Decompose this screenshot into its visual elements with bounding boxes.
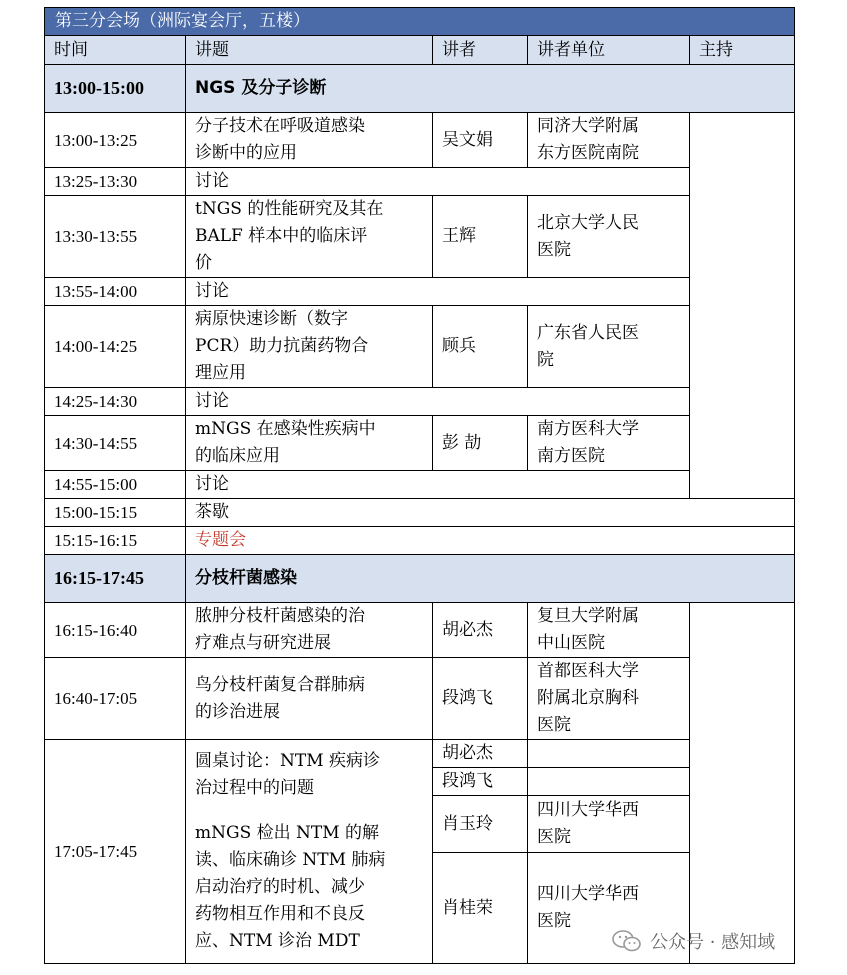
time-cell: 17:05-17:45 [45, 740, 186, 964]
affiliation-line: 院 [537, 349, 554, 370]
speaker-cell: 肖桂荣 [433, 853, 528, 964]
affiliation-cell [528, 768, 690, 796]
speaker-cell: 王辉 [433, 196, 528, 278]
affiliation-line: 医院 [537, 911, 571, 931]
topic-line: 治过程中的问题 [195, 778, 314, 798]
topic-cell: 讨论 [186, 168, 690, 196]
header-affiliation: 讲者单位 [528, 36, 690, 65]
header-row [45, 36, 795, 65]
topic-line: 的临床应用 [195, 446, 280, 466]
section-time: 13:00-15:00 [45, 65, 186, 113]
affiliation-line: 北京大学人民 [537, 212, 639, 233]
topic-line: 启动治疗的时机、减少 [195, 877, 365, 897]
topic-line: 分子技术在呼吸道感染 [195, 116, 365, 136]
topic-line: 鸟分枝杆菌复合群肺病 [195, 674, 365, 695]
time-cell: 14:30-14:55 [45, 416, 186, 471]
header-time: 时间 [45, 36, 186, 65]
time-cell: 16:15-16:40 [45, 603, 186, 658]
table-row [45, 658, 795, 740]
affiliation-cell [528, 416, 690, 471]
topic-line: 应、NTM 诊治 MDT [195, 931, 360, 951]
speaker-cell: 胡必杰 [433, 603, 528, 658]
topic-cell: 讨论 [186, 471, 690, 499]
affiliation-line: 四川大学华西 [537, 800, 639, 820]
affiliation-cell [528, 796, 690, 853]
topic-line: 圆桌讨论：NTM 疾病诊 [195, 751, 381, 771]
table-row [45, 416, 795, 471]
topic-line: 价 [195, 253, 212, 273]
table-row [45, 388, 795, 416]
section-row-ntm [45, 555, 795, 603]
topic-line: BALF 样本中的临床评 [195, 226, 368, 246]
header-host: 主持 [690, 36, 795, 65]
topic-line: 脓肿分枝杆菌感染的治 [195, 606, 365, 626]
affiliation-line: 首都医科大学 [537, 661, 639, 681]
table-row [45, 306, 795, 388]
topic-cell [186, 603, 433, 658]
affiliation-cell [528, 658, 690, 740]
topic-cell: 讨论 [186, 388, 690, 416]
wechat-icon [612, 930, 642, 952]
affiliation-line: 复旦大学附属 [537, 606, 639, 626]
affiliation-cell [528, 603, 690, 658]
section-time: 16:15-17:45 [45, 555, 186, 603]
affiliation-line: 附属北京胸科 [537, 688, 639, 708]
topic-line: PCR）助力抗菌药物合 [195, 336, 369, 356]
wechat-watermark [612, 926, 827, 956]
affiliation-line: 南方医院 [537, 446, 605, 466]
affiliation-line: 中山医院 [537, 633, 605, 653]
time-cell: 14:55-15:00 [45, 471, 186, 499]
time-cell: 13:30-13:55 [45, 196, 186, 278]
affiliation-cell [528, 306, 690, 388]
table-row [45, 527, 795, 555]
session-banner-row [45, 8, 795, 36]
section-title: NGS 及分子诊断 [186, 65, 795, 113]
table-row [45, 168, 795, 196]
speaker-cell: 肖玉玲 [433, 796, 528, 853]
topic-line: 的诊治进展 [195, 701, 280, 722]
affiliation-cell [528, 740, 690, 768]
affiliation-line: 南方医科大学 [537, 419, 639, 439]
time-cell: 16:40-17:05 [45, 658, 186, 740]
topic-cell: 讨论 [186, 278, 690, 306]
section-row-ngs [45, 65, 795, 113]
topic-line: tNGS 的性能研究及其在 [195, 199, 384, 219]
affiliation-line: 医院 [537, 715, 571, 735]
affiliation-line: 医院 [537, 827, 571, 847]
host-cell [690, 603, 795, 964]
speaker-cell: 段鸿飞 [433, 768, 528, 796]
table-row [45, 471, 795, 499]
table-row [45, 603, 795, 658]
topic-line: 药物相互作用和不良反 [195, 904, 365, 924]
affiliation-line: 东方医院南院 [537, 143, 639, 163]
header-speaker: 讲者 [433, 36, 528, 65]
topic-line: 疗难点与研究进展 [195, 633, 331, 653]
speaker-cell: 胡必杰 [433, 740, 528, 768]
topic-line: mNGS 检出 NTM 的解 [195, 823, 380, 843]
table-row-roundtable [45, 740, 795, 768]
topic-cell [186, 416, 433, 471]
time-cell: 13:55-14:00 [45, 278, 186, 306]
time-cell: 13:00-13:25 [45, 113, 186, 168]
topic-cell [186, 196, 433, 278]
table-row [45, 196, 795, 278]
topic-cell: 茶歇 [186, 499, 795, 527]
symposium-label: 专题会 [186, 527, 795, 555]
affiliation-line: 医院 [537, 239, 571, 260]
affiliation-line: 广东省人民医 [537, 322, 639, 343]
affiliation-cell [528, 113, 690, 168]
time-cell: 15:00-15:15 [45, 499, 186, 527]
topic-cell [186, 113, 433, 168]
table-row [45, 278, 795, 306]
topic-cell [186, 306, 433, 388]
topic-line: 理应用 [195, 363, 246, 383]
header-topic: 讲题 [186, 36, 433, 65]
table-row [45, 499, 795, 527]
affiliation-line: 四川大学华西 [537, 884, 639, 904]
speaker-cell: 彭 劼 [433, 416, 528, 471]
table-row [45, 113, 795, 168]
time-cell: 15:15-16:15 [45, 527, 186, 555]
topic-line: 病原快速诊断（数字 [195, 309, 348, 329]
session-banner: 第三分会场（洲际宴会厅，五楼） [45, 8, 795, 36]
speaker-cell: 顾兵 [433, 306, 528, 388]
topic-line: 诊断中的应用 [195, 143, 297, 163]
topic-cell [186, 658, 433, 740]
topic-spacer [195, 802, 432, 820]
time-cell: 14:25-14:30 [45, 388, 186, 416]
host-cell [690, 113, 795, 499]
schedule-table [44, 7, 795, 964]
topic-line: mNGS 在感染性疾病中 [195, 419, 376, 439]
time-cell: 13:25-13:30 [45, 168, 186, 196]
topic-cell [186, 740, 433, 964]
affiliation-cell [528, 196, 690, 278]
watermark-text: 公众号 · 感知域 [650, 932, 776, 953]
time-cell: 14:00-14:25 [45, 306, 186, 388]
section-title: 分枝杆菌感染 [186, 555, 795, 603]
affiliation-line: 同济大学附属 [537, 116, 639, 136]
topic-line: 读、临床确诊 NTM 肺病 [195, 850, 386, 870]
speaker-cell: 段鸿飞 [433, 658, 528, 740]
speaker-cell: 吴文娟 [433, 113, 528, 168]
